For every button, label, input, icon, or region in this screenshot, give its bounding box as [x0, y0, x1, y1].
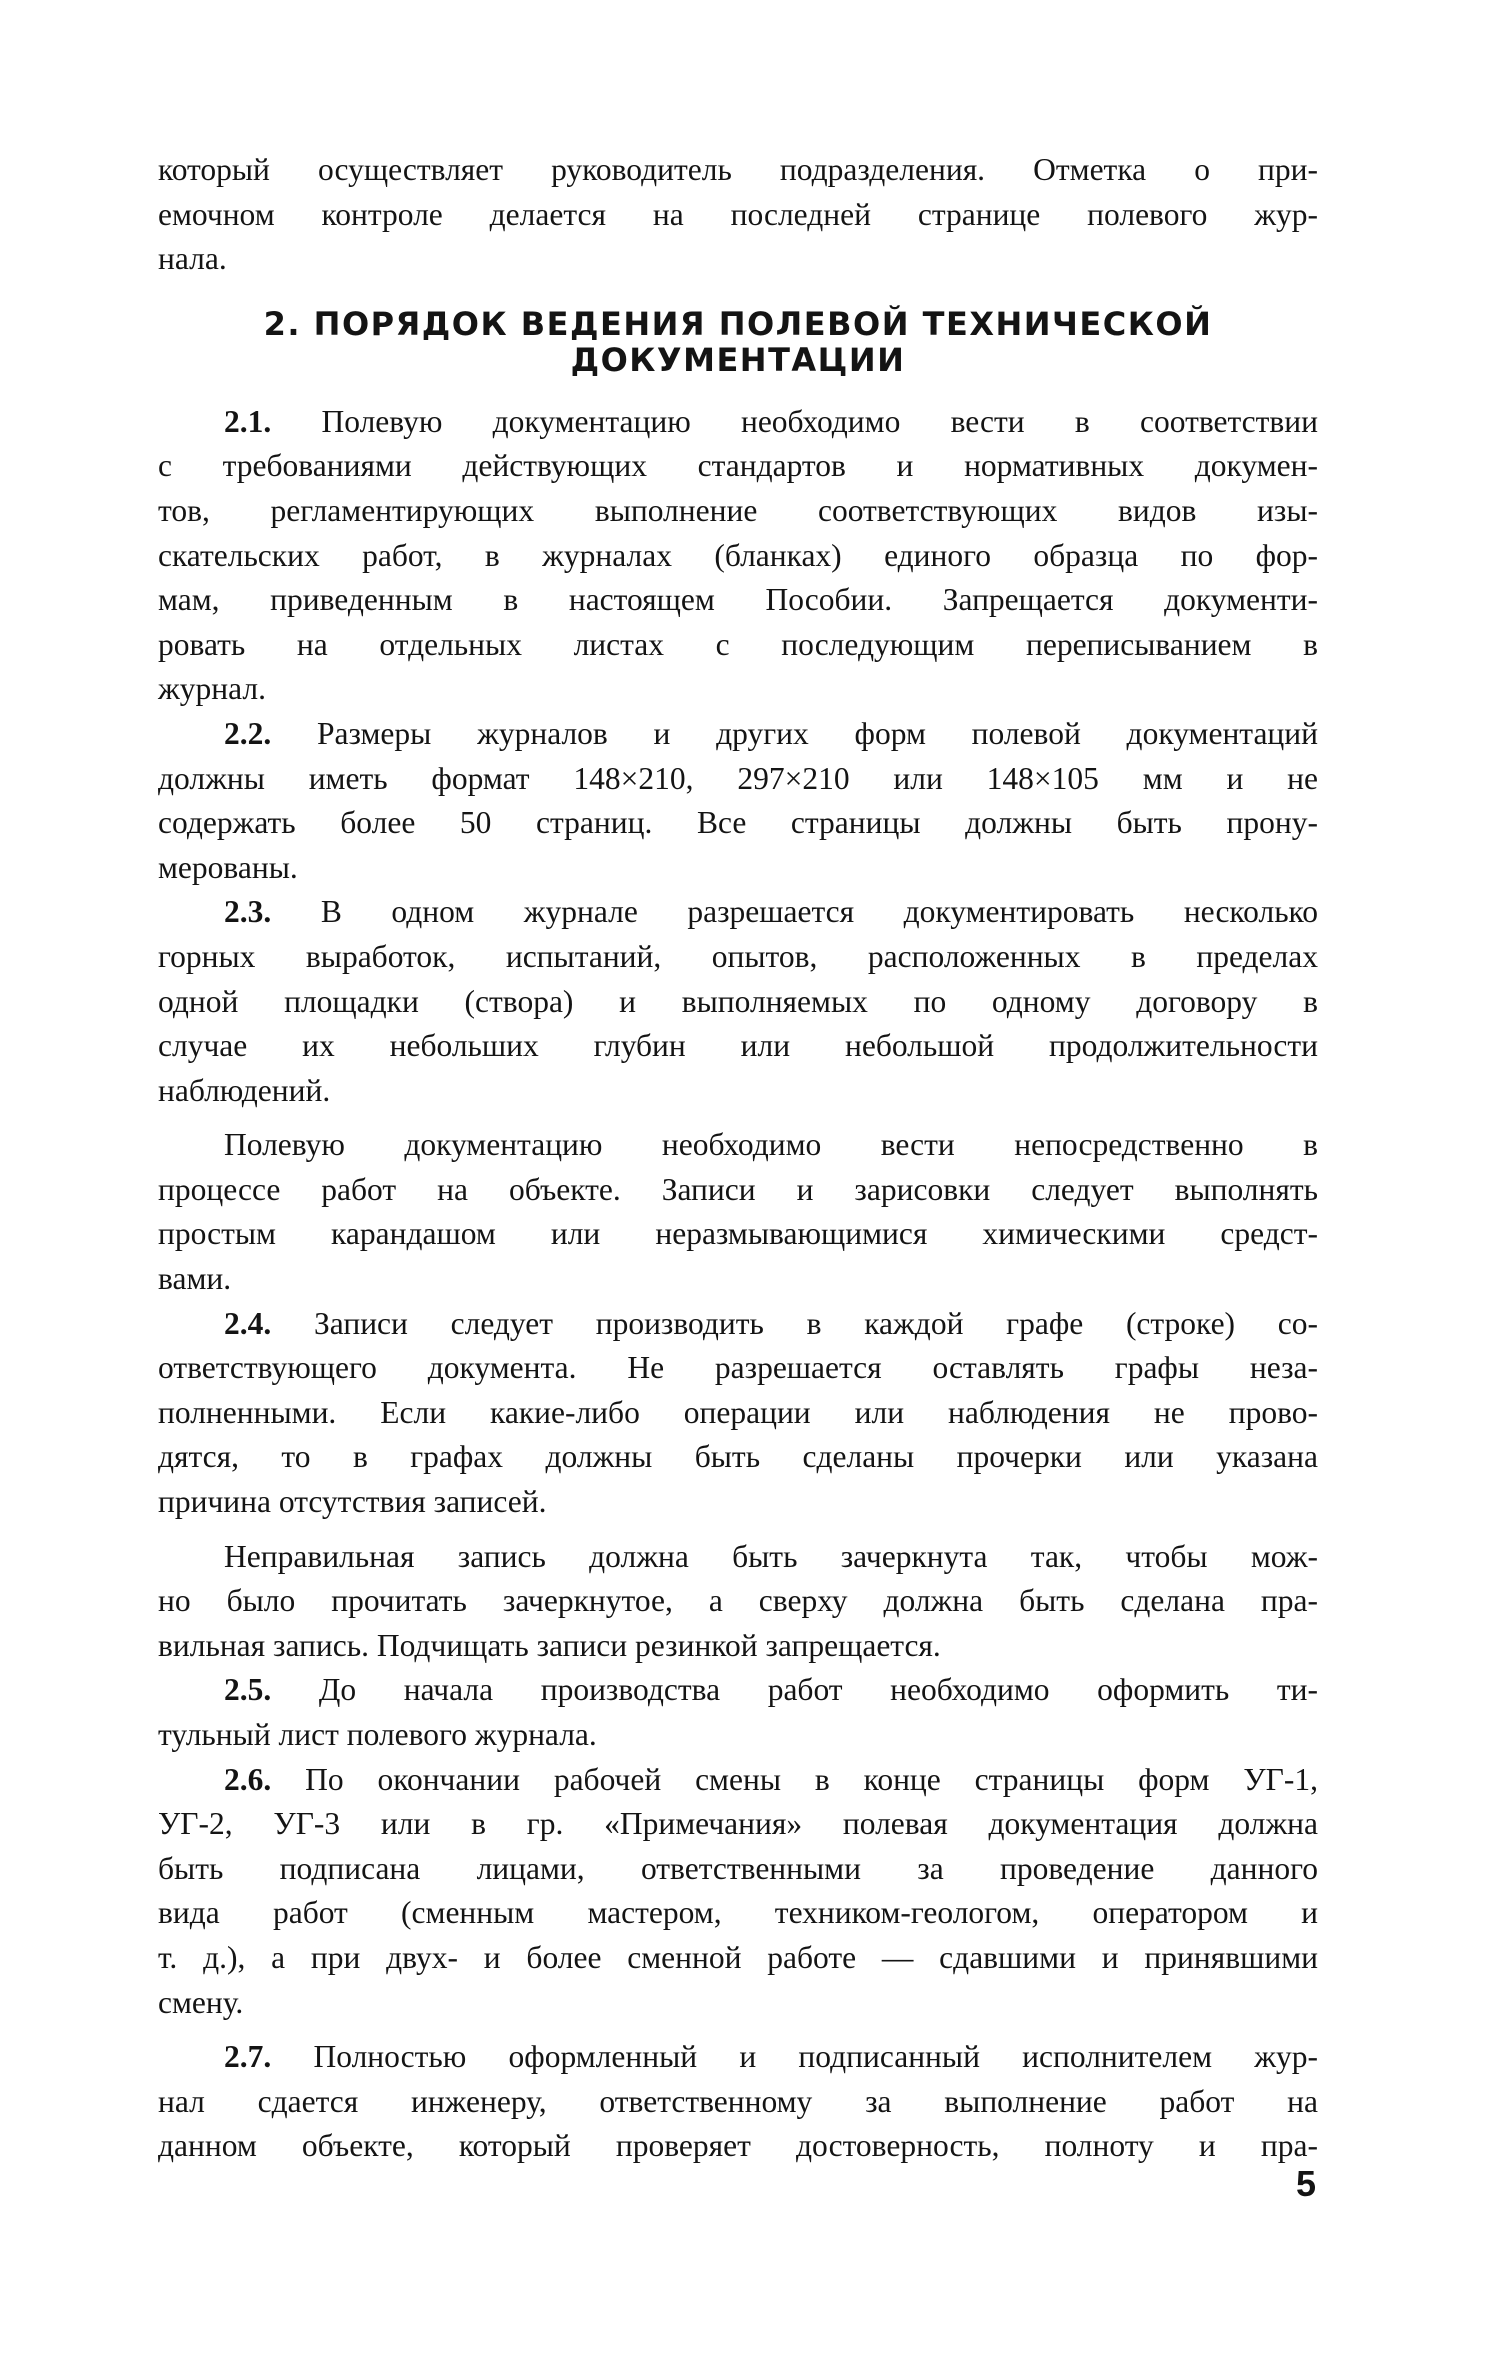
- paragraph-2-2: [158, 712, 1318, 890]
- text-line: ровать на отдельных листах с последующим переписыванием в: [158, 626, 1318, 662]
- text-line: одной площадки (створа) и выполняемых по одному договору в: [158, 983, 1318, 1019]
- text-line: Неправильная запись должна быть зачеркнута так, чтобы мож-: [224, 1538, 1318, 1574]
- paragraph-gap: [158, 1525, 1318, 1535]
- text-line: мам, приведенным в настоящем Пособии. Запрещается документи-: [158, 582, 1318, 618]
- paragraph-number: 2.7.: [224, 2039, 272, 2075]
- text-line: скательских работ, в журналах (бланках) единого образца по фор-: [158, 537, 1318, 573]
- text-line: данном объекте, который проверяет достоверность, полноту и пра-: [158, 2128, 1318, 2164]
- text-line: журнал.: [158, 671, 266, 707]
- document-body: [158, 148, 1318, 2169]
- text-span: В одном журнале разрешается документировать несколько: [320, 894, 1319, 930]
- text-line: [158, 1758, 1318, 1803]
- paragraph-number: 2.6.: [224, 1761, 272, 1797]
- text-line: горных выработок, испытаний, опытов, расположенных в пределах: [158, 938, 1318, 974]
- text-line: [158, 2035, 1318, 2080]
- paragraph-2-3: [158, 890, 1318, 1113]
- text-line: но было прочитать зачеркнутое, а сверху должна быть сделана пра-: [158, 1583, 1318, 1619]
- text-span: Полевую документацию необходимо вести в соответствии: [321, 403, 1319, 439]
- section-heading: [158, 306, 1318, 378]
- text-line: [158, 1668, 1318, 1713]
- paragraph-number: 2.4.: [224, 1305, 272, 1341]
- text-line: вами.: [158, 1261, 232, 1297]
- text-line: ответствующего документа. Не разрешается оставлять графы неза-: [158, 1350, 1318, 1386]
- text-line: полненными. Если какие-либо операции или наблюдения не прово-: [158, 1394, 1318, 1430]
- text-line: причина отсутствия записей.: [158, 1484, 547, 1520]
- text-line: [158, 890, 1318, 935]
- text-span: До начала производства работ необходимо оформить ти-: [318, 1672, 1318, 1708]
- text-line: [158, 400, 1318, 445]
- text-line: который осуществляет руководитель подразделения. Отметка о при-: [158, 152, 1318, 187]
- paragraph-2-7: [158, 2035, 1318, 2169]
- text-line: [158, 712, 1318, 757]
- paragraph-number: 2.2.: [224, 715, 272, 751]
- paragraph-gap: [158, 2025, 1318, 2035]
- text-line: простым карандашом или неразмывающимися химическими средст-: [158, 1216, 1318, 1252]
- text-line: [158, 1302, 1318, 1347]
- text-line: нала.: [158, 241, 227, 277]
- text-line: дятся, то в графах должны быть сделаны прочерки или указана: [158, 1439, 1318, 1475]
- text-line: смену.: [158, 1984, 244, 2020]
- text-line: мерованы.: [158, 849, 298, 885]
- text-line: Полевую документацию необходимо вести непосредственно в: [224, 1127, 1318, 1163]
- text-line: нал сдается инженеру, ответственному за выполнение работ на: [158, 2083, 1318, 2119]
- text-line: емочном контроле делается на последней странице полевого жур-: [158, 196, 1318, 232]
- text-span: Полностью оформленный и подписанный исполнителем жур-: [313, 2039, 1318, 2075]
- text-line: наблюдений.: [158, 1072, 331, 1108]
- paragraph-number: 2.5.: [224, 1672, 272, 1708]
- paragraph-corrections: [158, 1535, 1318, 1669]
- text-line: содержать более 50 страниц. Все страницы должны быть прону-: [158, 805, 1318, 841]
- paragraph-2-4: [158, 1302, 1318, 1525]
- section-heading-line: 2. ПОРЯДОК ВЕДЕНИЯ ПОЛЕВОЙ ТЕХНИЧЕСКОЙ: [263, 304, 1213, 343]
- paragraph-number: 2.1.: [224, 403, 272, 439]
- intro-paragraph: [158, 148, 1318, 282]
- paragraph-2-5: [158, 1668, 1318, 1757]
- paragraph-field-docs: [158, 1123, 1318, 1301]
- paragraph-gap: [158, 1113, 1318, 1123]
- text-line: вида работ (сменным мастером, техником-геологом, оператором и: [158, 1895, 1318, 1931]
- text-line: быть подписана лицами, ответственными за проведение данного: [158, 1850, 1318, 1886]
- text-line: тульный лист полевого журнала.: [158, 1717, 597, 1752]
- section-heading-line: ДОКУМЕНТАЦИИ: [570, 340, 906, 379]
- text-line: с требованиями действующих стандартов и нормативных докумен-: [158, 448, 1318, 484]
- text-line: вильная запись. Подчищать записи резинкой запрещается.: [158, 1627, 941, 1663]
- paragraph-2-1: [158, 400, 1318, 712]
- text-line: тов, регламентирующих выполнение соответствующих видов изы-: [158, 492, 1318, 528]
- text-line: процессе работ на объекте. Записи и зарисовки следует выполнять: [158, 1171, 1318, 1207]
- text-line: т. д.), а при двух- и более сменной работе — сдавшими и принявшими: [158, 1939, 1318, 1975]
- text-line: случае их небольших глубин или небольшой продолжительности: [158, 1028, 1318, 1064]
- paragraph-2-6: [158, 1758, 1318, 2026]
- text-span: Записи следует производить в каждой графе (строке) со-: [313, 1305, 1319, 1341]
- text-span: По окончании рабочей смены в конце страницы форм УГ-1,: [305, 1761, 1318, 1797]
- text-line: должны иметь формат 148×210, 297×210 или 148×105 мм и не: [158, 760, 1318, 796]
- page-number: 5: [1296, 2163, 1317, 2204]
- text-span: Размеры журналов и других форм полевой документаций: [317, 715, 1319, 751]
- text-line: УГ-2, УГ-3 или в гр. «Примечания» полевая документация должна: [158, 1806, 1318, 1842]
- paragraph-number: 2.3.: [224, 894, 272, 930]
